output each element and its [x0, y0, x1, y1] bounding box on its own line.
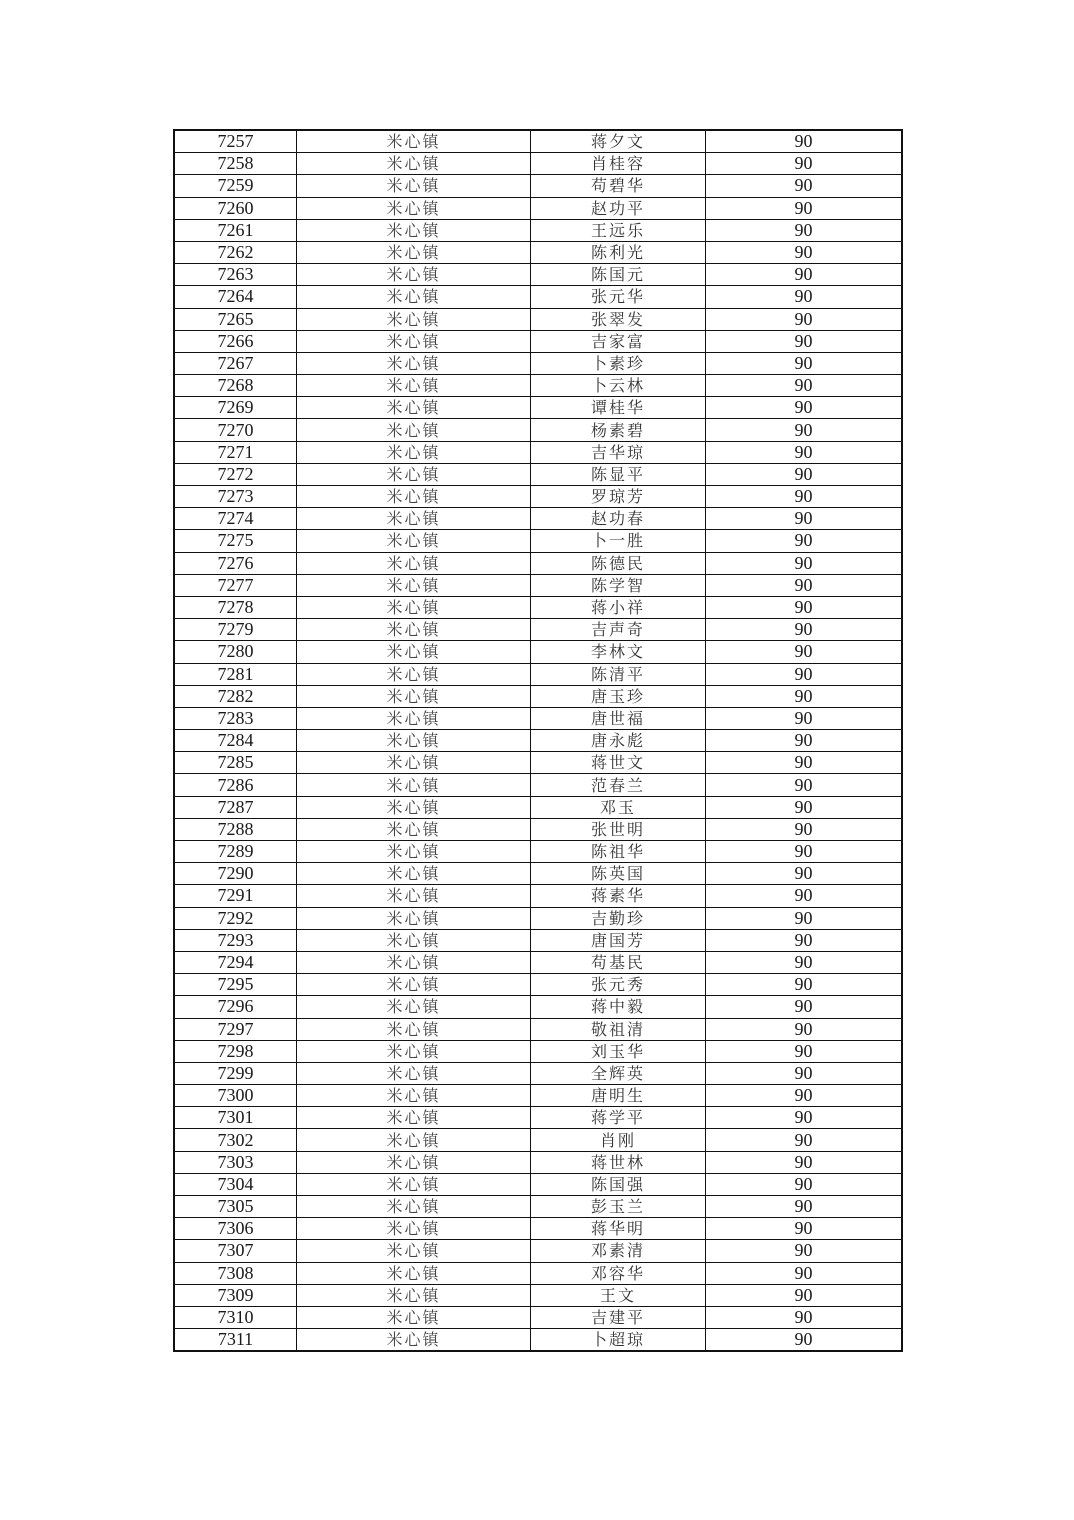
row-number-cell: 7264 — [174, 286, 297, 308]
name-cell: 杨素碧 — [531, 419, 706, 441]
row-number-cell: 7261 — [174, 219, 297, 241]
town-cell: 米心镇 — [297, 1196, 531, 1218]
table-row — [174, 308, 902, 330]
row-number-cell: 7280 — [174, 641, 297, 663]
name-cell: 范春兰 — [531, 774, 706, 796]
amount-cell: 90 — [706, 1240, 903, 1262]
table-row — [174, 1329, 902, 1352]
table-row — [174, 1173, 902, 1195]
amount-cell: 90 — [706, 508, 903, 530]
amount-cell: 90 — [706, 1018, 903, 1040]
row-number-cell: 7294 — [174, 951, 297, 973]
name-cell: 张世明 — [531, 818, 706, 840]
table-row — [174, 130, 902, 153]
name-cell: 吉家富 — [531, 330, 706, 352]
row-number-cell: 7299 — [174, 1062, 297, 1084]
row-number-cell: 7265 — [174, 308, 297, 330]
table-row — [174, 974, 902, 996]
name-cell: 李林文 — [531, 641, 706, 663]
town-cell: 米心镇 — [297, 286, 531, 308]
name-cell: 肖桂容 — [531, 153, 706, 175]
town-cell: 米心镇 — [297, 1329, 531, 1352]
name-cell: 谭桂华 — [531, 397, 706, 419]
amount-cell: 90 — [706, 197, 903, 219]
table-row — [174, 1240, 902, 1262]
name-cell: 王文 — [531, 1284, 706, 1306]
name-cell: 唐世福 — [531, 707, 706, 729]
name-cell: 吉华琼 — [531, 441, 706, 463]
row-number-cell: 7271 — [174, 441, 297, 463]
name-cell: 张元秀 — [531, 974, 706, 996]
town-cell: 米心镇 — [297, 1129, 531, 1151]
town-cell: 米心镇 — [297, 197, 531, 219]
row-number-cell: 7291 — [174, 885, 297, 907]
town-cell: 米心镇 — [297, 1218, 531, 1240]
amount-cell: 90 — [706, 1107, 903, 1129]
name-cell: 卜素珍 — [531, 352, 706, 374]
table-row — [174, 508, 902, 530]
amount-cell: 90 — [706, 974, 903, 996]
town-cell: 米心镇 — [297, 818, 531, 840]
subsidy-list-table — [173, 129, 903, 1352]
amount-cell: 90 — [706, 219, 903, 241]
name-cell: 陈学智 — [531, 574, 706, 596]
name-cell: 陈德民 — [531, 552, 706, 574]
amount-cell: 90 — [706, 375, 903, 397]
town-cell: 米心镇 — [297, 863, 531, 885]
row-number-cell: 7309 — [174, 1284, 297, 1306]
amount-cell: 90 — [706, 707, 903, 729]
name-cell: 蒋夕文 — [531, 130, 706, 153]
table-row — [174, 241, 902, 263]
row-number-cell: 7282 — [174, 685, 297, 707]
name-cell: 刘玉华 — [531, 1040, 706, 1062]
amount-cell: 90 — [706, 619, 903, 641]
town-cell: 米心镇 — [297, 685, 531, 707]
amount-cell: 90 — [706, 463, 903, 485]
amount-cell: 90 — [706, 419, 903, 441]
town-cell: 米心镇 — [297, 1306, 531, 1328]
amount-cell: 90 — [706, 574, 903, 596]
town-cell: 米心镇 — [297, 1262, 531, 1284]
table-row — [174, 264, 902, 286]
town-cell: 米心镇 — [297, 1107, 531, 1129]
row-number-cell: 7259 — [174, 175, 297, 197]
table-row — [174, 1284, 902, 1306]
table-row — [174, 841, 902, 863]
name-cell: 罗琼芳 — [531, 486, 706, 508]
town-cell: 米心镇 — [297, 796, 531, 818]
table-row — [174, 929, 902, 951]
row-number-cell: 7298 — [174, 1040, 297, 1062]
table-row — [174, 1018, 902, 1040]
name-cell: 卜云林 — [531, 375, 706, 397]
row-number-cell: 7292 — [174, 907, 297, 929]
name-cell: 陈清平 — [531, 663, 706, 685]
name-cell: 陈显平 — [531, 463, 706, 485]
amount-cell: 90 — [706, 885, 903, 907]
name-cell: 蒋素华 — [531, 885, 706, 907]
town-cell: 米心镇 — [297, 1151, 531, 1173]
table-row — [174, 1107, 902, 1129]
name-cell: 肖刚 — [531, 1129, 706, 1151]
row-number-cell: 7306 — [174, 1218, 297, 1240]
name-cell: 苟碧华 — [531, 175, 706, 197]
table-row — [174, 1062, 902, 1084]
amount-cell: 90 — [706, 596, 903, 618]
name-cell: 唐永彪 — [531, 730, 706, 752]
row-number-cell: 7283 — [174, 707, 297, 729]
amount-cell: 90 — [706, 130, 903, 153]
amount-cell: 90 — [706, 1062, 903, 1084]
amount-cell: 90 — [706, 863, 903, 885]
name-cell: 陈英国 — [531, 863, 706, 885]
row-number-cell: 7260 — [174, 197, 297, 219]
amount-cell: 90 — [706, 663, 903, 685]
amount-cell: 90 — [706, 752, 903, 774]
row-number-cell: 7289 — [174, 841, 297, 863]
name-cell: 蒋小祥 — [531, 596, 706, 618]
row-number-cell: 7307 — [174, 1240, 297, 1262]
amount-cell: 90 — [706, 330, 903, 352]
row-number-cell: 7262 — [174, 241, 297, 263]
table-row — [174, 685, 902, 707]
table-row — [174, 1196, 902, 1218]
name-cell: 敬祖清 — [531, 1018, 706, 1040]
table-row — [174, 397, 902, 419]
table-row — [174, 707, 902, 729]
table-row — [174, 907, 902, 929]
town-cell: 米心镇 — [297, 463, 531, 485]
town-cell: 米心镇 — [297, 508, 531, 530]
row-number-cell: 7257 — [174, 130, 297, 153]
table-body — [174, 130, 902, 1351]
amount-cell: 90 — [706, 486, 903, 508]
amount-cell: 90 — [706, 1196, 903, 1218]
table-row — [174, 486, 902, 508]
name-cell: 全辉英 — [531, 1062, 706, 1084]
amount-cell: 90 — [706, 153, 903, 175]
amount-cell: 90 — [706, 1218, 903, 1240]
name-cell: 陈国强 — [531, 1173, 706, 1195]
town-cell: 米心镇 — [297, 752, 531, 774]
row-number-cell: 7281 — [174, 663, 297, 685]
row-number-cell: 7288 — [174, 818, 297, 840]
town-cell: 米心镇 — [297, 1085, 531, 1107]
table-row — [174, 419, 902, 441]
row-number-cell: 7300 — [174, 1085, 297, 1107]
town-cell: 米心镇 — [297, 885, 531, 907]
row-number-cell: 7258 — [174, 153, 297, 175]
amount-cell: 90 — [706, 641, 903, 663]
row-number-cell: 7274 — [174, 508, 297, 530]
row-number-cell: 7305 — [174, 1196, 297, 1218]
table-row — [174, 330, 902, 352]
name-cell: 蒋世林 — [531, 1151, 706, 1173]
table-row — [174, 574, 902, 596]
row-number-cell: 7272 — [174, 463, 297, 485]
amount-cell: 90 — [706, 552, 903, 574]
name-cell: 蒋华明 — [531, 1218, 706, 1240]
amount-cell: 90 — [706, 286, 903, 308]
name-cell: 蒋中毅 — [531, 996, 706, 1018]
amount-cell: 90 — [706, 1262, 903, 1284]
town-cell: 米心镇 — [297, 241, 531, 263]
name-cell: 吉建平 — [531, 1306, 706, 1328]
town-cell: 米心镇 — [297, 352, 531, 374]
town-cell: 米心镇 — [297, 907, 531, 929]
name-cell: 张元华 — [531, 286, 706, 308]
town-cell: 米心镇 — [297, 730, 531, 752]
town-cell: 米心镇 — [297, 219, 531, 241]
amount-cell: 90 — [706, 818, 903, 840]
name-cell: 唐国芳 — [531, 929, 706, 951]
name-cell: 卜一胜 — [531, 530, 706, 552]
row-number-cell: 7311 — [174, 1329, 297, 1352]
row-number-cell: 7284 — [174, 730, 297, 752]
row-number-cell: 7268 — [174, 375, 297, 397]
town-cell: 米心镇 — [297, 774, 531, 796]
row-number-cell: 7302 — [174, 1129, 297, 1151]
row-number-cell: 7295 — [174, 974, 297, 996]
town-cell: 米心镇 — [297, 1062, 531, 1084]
table-row — [174, 352, 902, 374]
amount-cell: 90 — [706, 175, 903, 197]
amount-cell: 90 — [706, 907, 903, 929]
table-row — [174, 1262, 902, 1284]
row-number-cell: 7267 — [174, 352, 297, 374]
name-cell: 陈祖华 — [531, 841, 706, 863]
table-row — [174, 818, 902, 840]
town-cell: 米心镇 — [297, 397, 531, 419]
town-cell: 米心镇 — [297, 951, 531, 973]
town-cell: 米心镇 — [297, 419, 531, 441]
town-cell: 米心镇 — [297, 841, 531, 863]
amount-cell: 90 — [706, 308, 903, 330]
town-cell: 米心镇 — [297, 1240, 531, 1262]
amount-cell: 90 — [706, 441, 903, 463]
table-row — [174, 596, 902, 618]
table-row — [174, 863, 902, 885]
amount-cell: 90 — [706, 530, 903, 552]
table-row — [174, 153, 902, 175]
name-cell: 赵功平 — [531, 197, 706, 219]
town-cell: 米心镇 — [297, 1018, 531, 1040]
table-row — [174, 1085, 902, 1107]
row-number-cell: 7301 — [174, 1107, 297, 1129]
name-cell: 陈利光 — [531, 241, 706, 263]
name-cell: 赵功春 — [531, 508, 706, 530]
name-cell: 苟基民 — [531, 951, 706, 973]
row-number-cell: 7273 — [174, 486, 297, 508]
town-cell: 米心镇 — [297, 153, 531, 175]
town-cell: 米心镇 — [297, 596, 531, 618]
town-cell: 米心镇 — [297, 641, 531, 663]
amount-cell: 90 — [706, 929, 903, 951]
town-cell: 米心镇 — [297, 264, 531, 286]
town-cell: 米心镇 — [297, 574, 531, 596]
table-row — [174, 663, 902, 685]
table-row — [174, 441, 902, 463]
name-cell: 邓玉 — [531, 796, 706, 818]
table-row — [174, 1151, 902, 1173]
table-row — [174, 197, 902, 219]
table-row — [174, 1306, 902, 1328]
row-number-cell: 7303 — [174, 1151, 297, 1173]
row-number-cell: 7310 — [174, 1306, 297, 1328]
row-number-cell: 7297 — [174, 1018, 297, 1040]
amount-cell: 90 — [706, 1129, 903, 1151]
amount-cell: 90 — [706, 352, 903, 374]
table-row — [174, 375, 902, 397]
table-row — [174, 175, 902, 197]
amount-cell: 90 — [706, 1329, 903, 1352]
row-number-cell: 7277 — [174, 574, 297, 596]
amount-cell: 90 — [706, 685, 903, 707]
table-row — [174, 1040, 902, 1062]
town-cell: 米心镇 — [297, 663, 531, 685]
amount-cell: 90 — [706, 730, 903, 752]
amount-cell: 90 — [706, 264, 903, 286]
name-cell: 邓容华 — [531, 1262, 706, 1284]
table-row — [174, 641, 902, 663]
name-cell: 蒋世文 — [531, 752, 706, 774]
town-cell: 米心镇 — [297, 1040, 531, 1062]
name-cell: 蒋学平 — [531, 1107, 706, 1129]
town-cell: 米心镇 — [297, 619, 531, 641]
amount-cell: 90 — [706, 796, 903, 818]
amount-cell: 90 — [706, 951, 903, 973]
amount-cell: 90 — [706, 1173, 903, 1195]
amount-cell: 90 — [706, 996, 903, 1018]
row-number-cell: 7286 — [174, 774, 297, 796]
table-row — [174, 996, 902, 1018]
row-number-cell: 7276 — [174, 552, 297, 574]
table-row — [174, 286, 902, 308]
amount-cell: 90 — [706, 397, 903, 419]
amount-cell: 90 — [706, 1306, 903, 1328]
name-cell: 卜超琼 — [531, 1329, 706, 1352]
town-cell: 米心镇 — [297, 330, 531, 352]
town-cell: 米心镇 — [297, 929, 531, 951]
table-row — [174, 530, 902, 552]
row-number-cell: 7296 — [174, 996, 297, 1018]
name-cell: 王远乐 — [531, 219, 706, 241]
amount-cell: 90 — [706, 1040, 903, 1062]
row-number-cell: 7285 — [174, 752, 297, 774]
town-cell: 米心镇 — [297, 375, 531, 397]
table-row — [174, 951, 902, 973]
town-cell: 米心镇 — [297, 552, 531, 574]
row-number-cell: 7304 — [174, 1173, 297, 1195]
town-cell: 米心镇 — [297, 441, 531, 463]
amount-cell: 90 — [706, 1151, 903, 1173]
amount-cell: 90 — [706, 774, 903, 796]
town-cell: 米心镇 — [297, 1284, 531, 1306]
name-cell: 彭玉兰 — [531, 1196, 706, 1218]
town-cell: 米心镇 — [297, 486, 531, 508]
name-cell: 唐玉珍 — [531, 685, 706, 707]
name-cell: 唐明生 — [531, 1085, 706, 1107]
amount-cell: 90 — [706, 841, 903, 863]
town-cell: 米心镇 — [297, 130, 531, 153]
row-number-cell: 7293 — [174, 929, 297, 951]
table-row — [174, 752, 902, 774]
name-cell: 张翠发 — [531, 308, 706, 330]
amount-cell: 90 — [706, 241, 903, 263]
town-cell: 米心镇 — [297, 530, 531, 552]
name-cell: 陈国元 — [531, 264, 706, 286]
town-cell: 米心镇 — [297, 996, 531, 1018]
town-cell: 米心镇 — [297, 707, 531, 729]
town-cell: 米心镇 — [297, 1173, 531, 1195]
row-number-cell: 7275 — [174, 530, 297, 552]
row-number-cell: 7269 — [174, 397, 297, 419]
table-row — [174, 774, 902, 796]
row-number-cell: 7266 — [174, 330, 297, 352]
table-row — [174, 219, 902, 241]
name-cell: 吉勤珍 — [531, 907, 706, 929]
amount-cell: 90 — [706, 1284, 903, 1306]
town-cell: 米心镇 — [297, 308, 531, 330]
table-row — [174, 463, 902, 485]
amount-cell: 90 — [706, 1085, 903, 1107]
table-row — [174, 552, 902, 574]
row-number-cell: 7278 — [174, 596, 297, 618]
row-number-cell: 7308 — [174, 1262, 297, 1284]
table-row — [174, 619, 902, 641]
row-number-cell: 7270 — [174, 419, 297, 441]
town-cell: 米心镇 — [297, 175, 531, 197]
name-cell: 邓素清 — [531, 1240, 706, 1262]
town-cell: 米心镇 — [297, 974, 531, 996]
row-number-cell: 7279 — [174, 619, 297, 641]
table-row — [174, 1218, 902, 1240]
name-cell: 吉声奇 — [531, 619, 706, 641]
table-row — [174, 1129, 902, 1151]
table-row — [174, 885, 902, 907]
row-number-cell: 7263 — [174, 264, 297, 286]
table-row — [174, 796, 902, 818]
table-row — [174, 730, 902, 752]
row-number-cell: 7287 — [174, 796, 297, 818]
row-number-cell: 7290 — [174, 863, 297, 885]
